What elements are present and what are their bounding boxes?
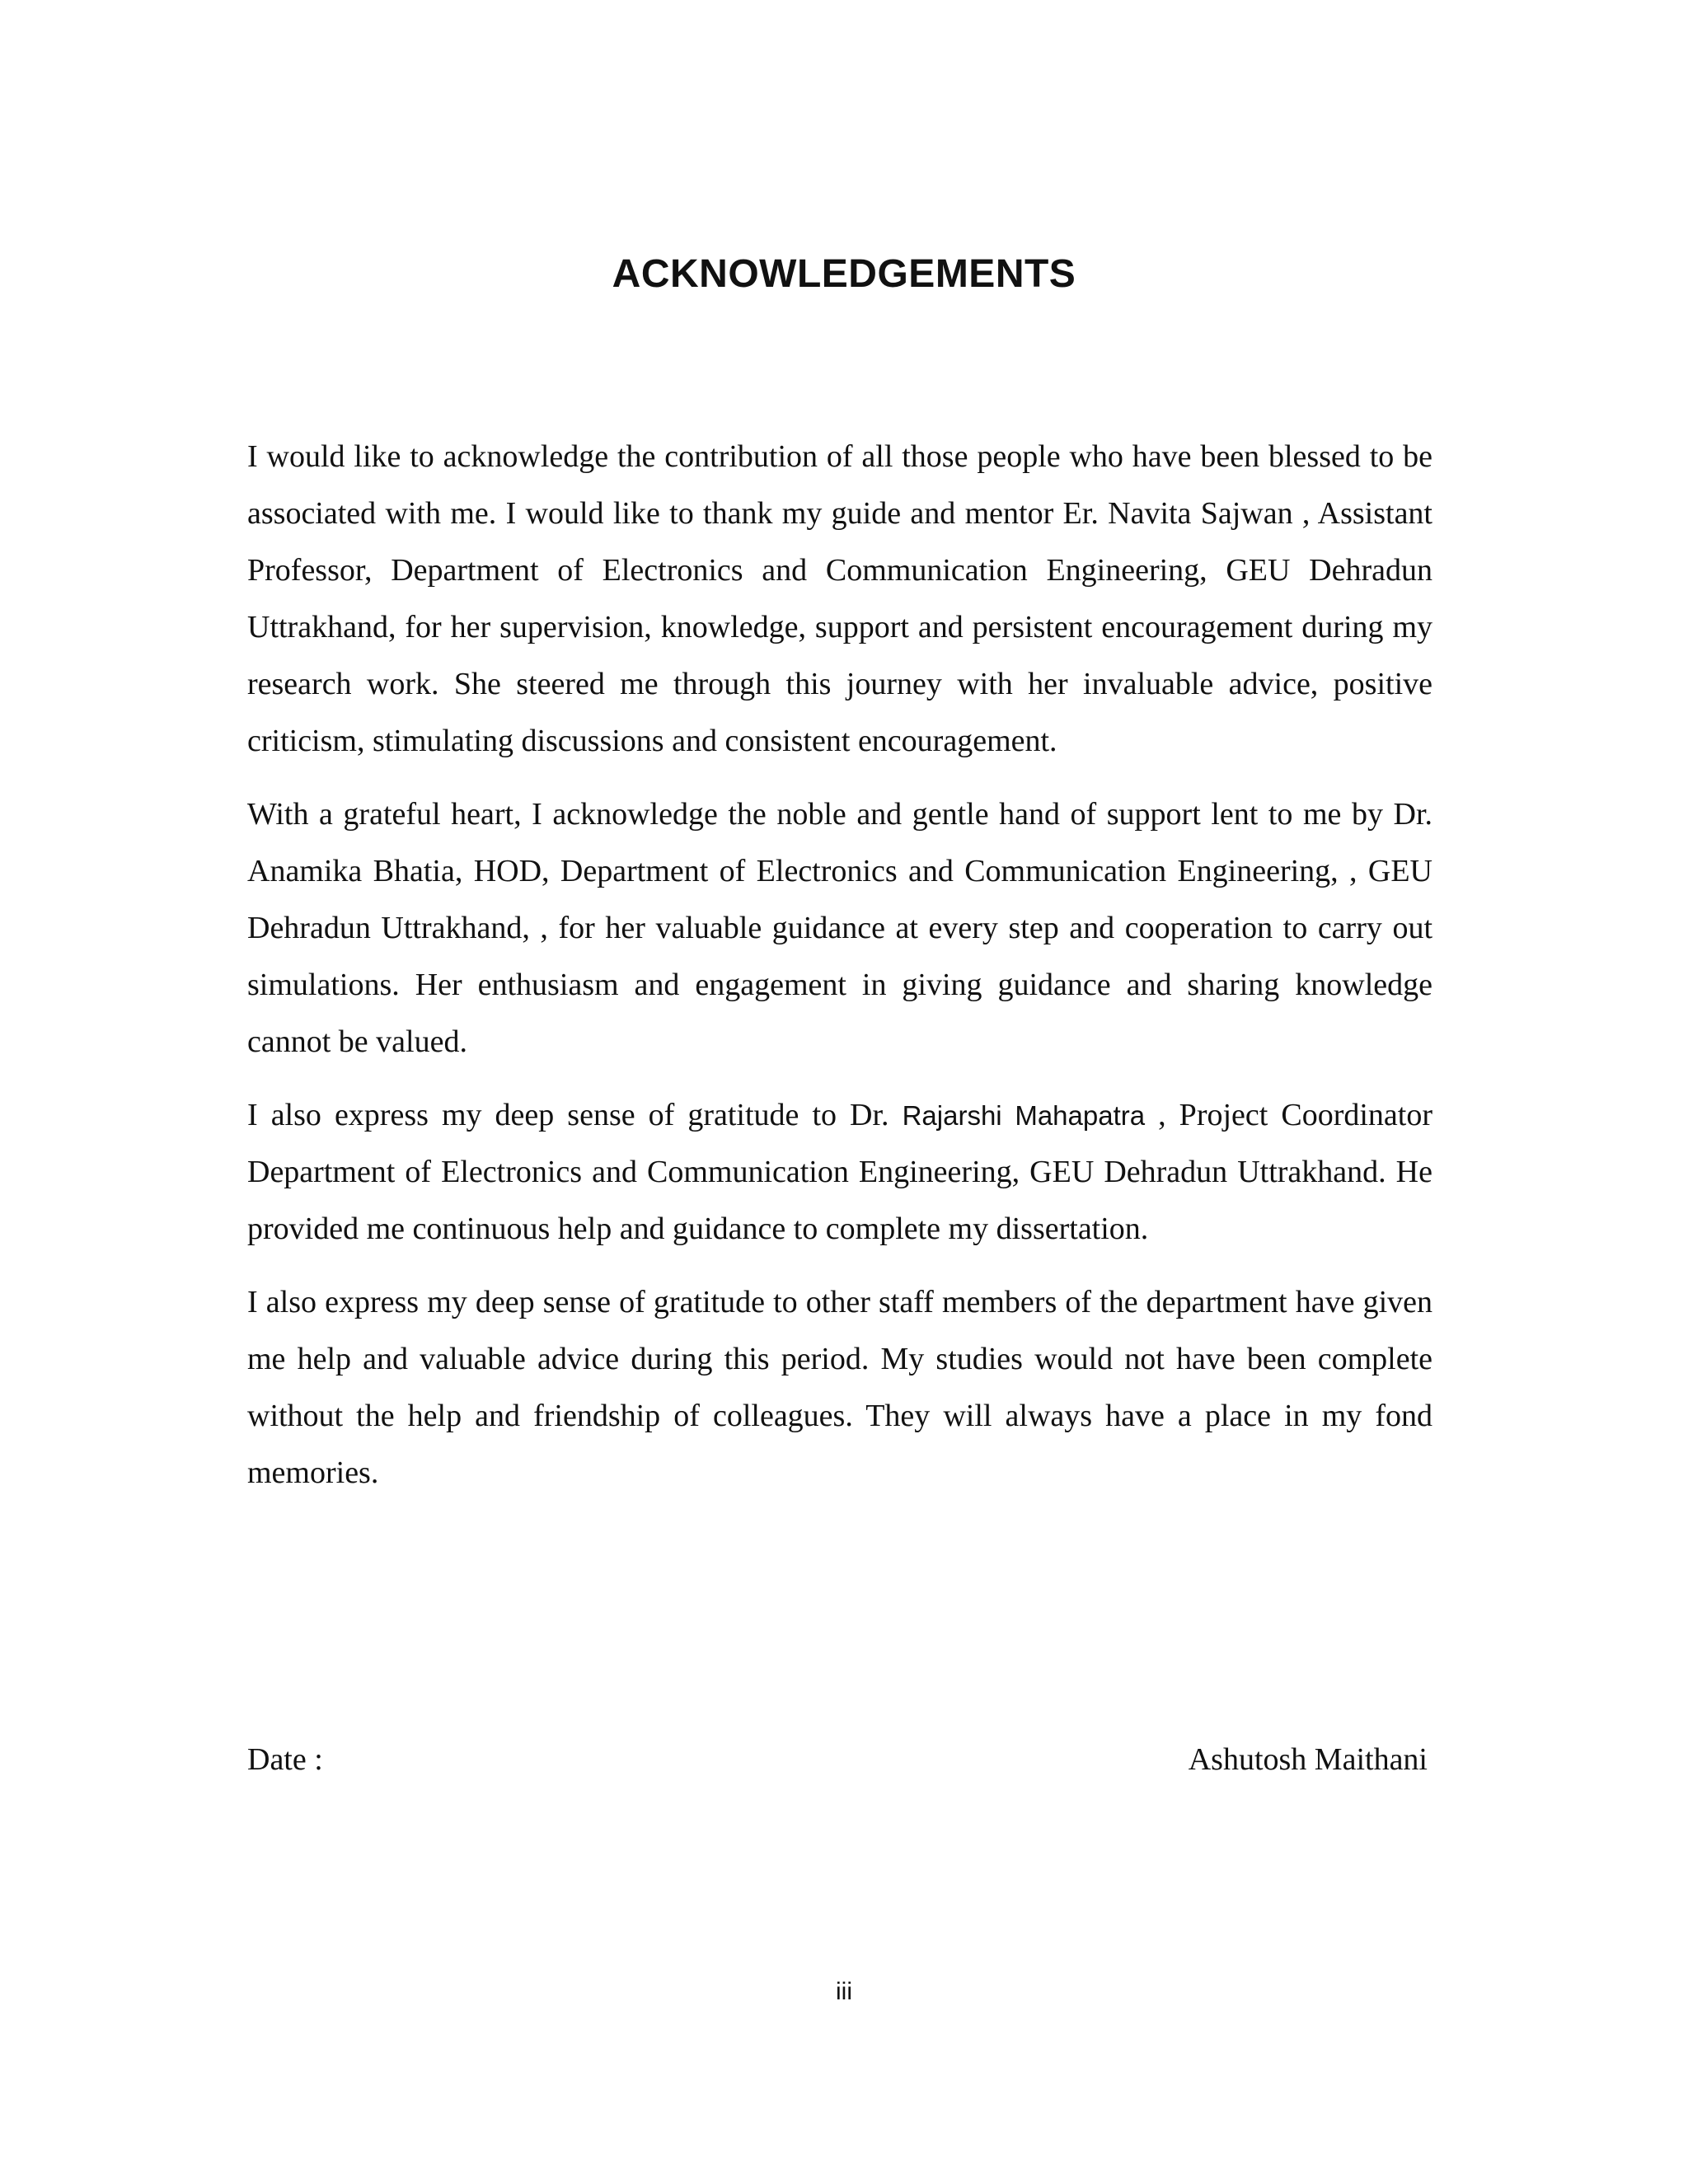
signature-row — [247, 1735, 1428, 1784]
paragraph-coordinator — [247, 1087, 1432, 1258]
paragraph-guide: I would like to acknowledge the contribution of all those people who have been blessed to be associated with me. I would like to thank my guide and mentor Er. Navita Sajwan , Assistant Professor, Department of Electronics and Communication Engineering, GEU Dehradun Uttrakhand, for her supervision, knowledge, support and persistent encouragement during my research work. She steered me through this journey with her invaluable advice, positive criticism, stimulating discussions and consistent encouragement. — [247, 439, 1432, 758]
paragraph-hod: With a grateful heart, I acknowledge the noble and gentle hand of support lent to me by Dr. Anamika Bhatia, HOD, Department of Electronics and Communication Engineering, , GEU Dehradun Uttrakhand, , for her valuable guidance at every step and cooperation to carry out simulations. Her enthusiasm and engagement in giving guidance and sharing knowledge cannot be valued. — [247, 797, 1432, 1059]
author-name: Ashutosh Maithani — [1188, 1742, 1428, 1777]
page-number: iii — [836, 1978, 852, 2005]
date-label: Date : — [247, 1742, 323, 1777]
acknowledgement-body — [247, 429, 1432, 1518]
paragraph-coordinator-rest: , Project Coordinator Department of Electronics and Communication Engineering, GEU Dehradun Uttrakhand. He provided me continuous help and guidance to complete my dissertation. — [247, 1098, 1432, 1246]
coordinator-name: Rajarshi Mahapatra — [902, 1100, 1146, 1131]
paragraph-coordinator-intro: I also express my deep sense of gratitude to Dr. — [247, 1098, 903, 1132]
page-title: ACKNOWLEDGEMENTS — [612, 252, 1076, 296]
paragraph-staff: I also express my deep sense of gratitude to other staff members of the department have given me help and valuable advice during this period. My studies would not have been complete without the help and friendship of colleagues. They will always have a place in my fond memories. — [247, 1285, 1432, 1490]
